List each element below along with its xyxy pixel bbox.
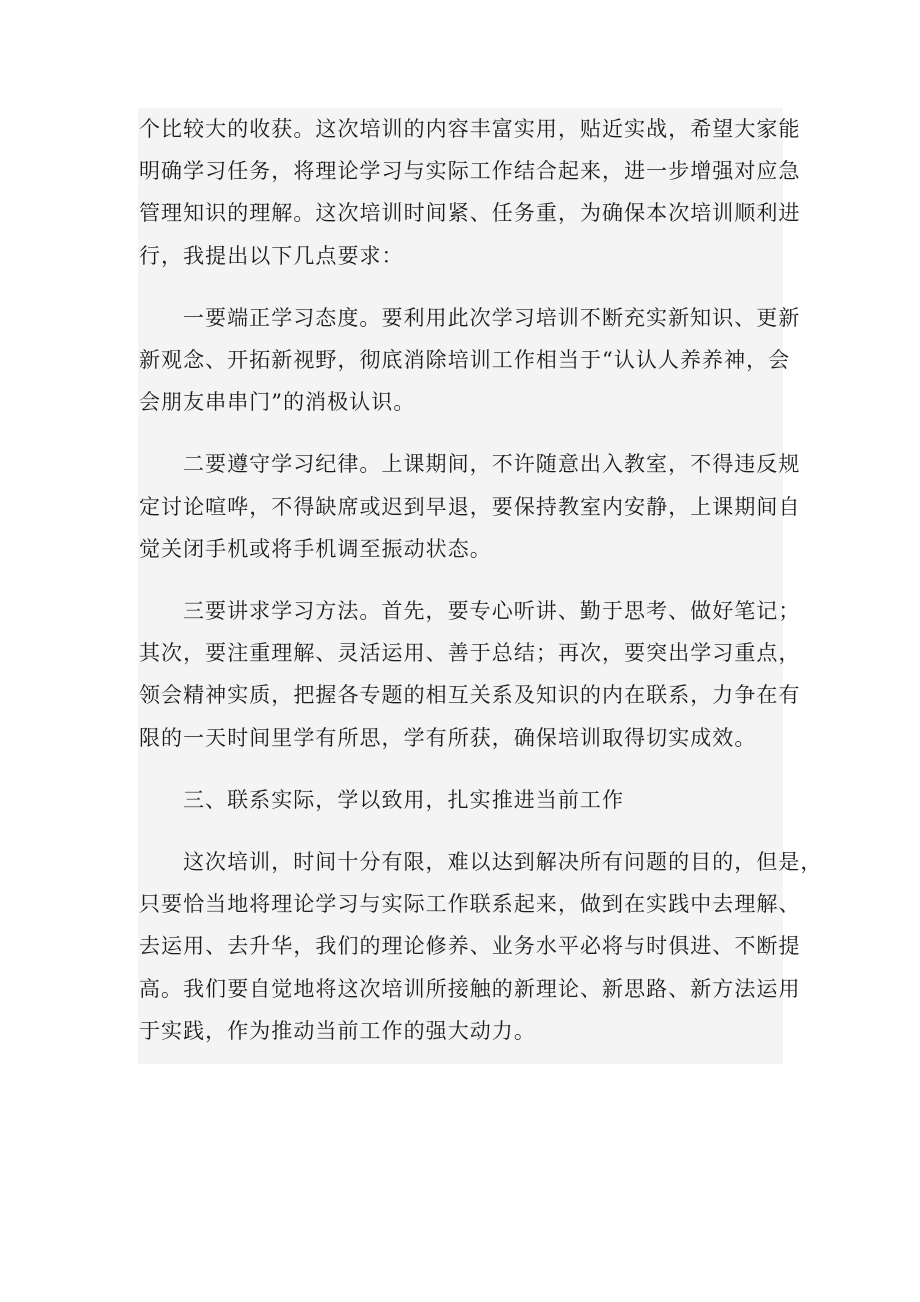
text-line: 三要讲求学习方法。首先，要专心听讲、勤于思考、做好笔记；	[183, 599, 801, 624]
text-line: 行，我提出以下几点要求：	[139, 243, 404, 268]
text-line: 管理知识的理解。这次培训时间紧、任务重，为确保本次培训顺利进	[139, 201, 801, 226]
text-line: 觉关闭手机或将手机调至振动状态。	[139, 536, 492, 561]
paragraph-method	[138, 590, 801, 759]
text-line: 高。我们要自觉地将这次培训所接触的新理论、新思路、新方法运用	[139, 976, 801, 1001]
paragraph-harvest	[138, 108, 801, 277]
paragraph-practice	[138, 841, 823, 1052]
text-line: 只要恰当地将理论学习与实际工作联系起来，做到在实践中去理解、	[139, 892, 801, 917]
text-line: 其次，要注重理解、灵活运用、善于总结；再次，要突出学习重点，	[139, 641, 801, 666]
text-line: 明确学习任务，将理论学习与实际工作结合起来，进一步增强对应急	[139, 159, 801, 184]
text-line: 个比较大的收获。这次培训的内容丰富实用，贴近实战，希望大家能	[139, 117, 801, 141]
text-line: 一要端正学习态度。要利用此次学习培训不断充实新知识、更新	[183, 305, 801, 330]
section-heading-3	[138, 779, 783, 821]
paragraph-attitude	[138, 297, 801, 424]
text-line: 去运用、去升华，我们的理论修养、业务水平必将与时俱进、不断提	[139, 934, 801, 959]
text-line: 新观念、开拓新视野，彻底消除培训工作相当于“认认人养养神，会	[139, 348, 791, 373]
document-body	[138, 108, 823, 1064]
text-line: 限的一天时间里学有所思，学有所获，确保培训取得切实成效。	[139, 725, 757, 750]
text-line: 二要遵守学习纪律。上课期间，不许随意出入教室，不得违反规	[183, 452, 801, 477]
text-line: 这次培训，时间十分有限，难以达到解决所有问题的目的，但是，	[183, 850, 823, 875]
paragraph-discipline	[138, 443, 801, 570]
text-line: 于实践，作为推动当前工作的强大动力。	[139, 1018, 536, 1043]
text-line: 领会精神实质，把握各专题的相互关系及知识的内在联系，力争在有	[139, 683, 801, 708]
text-line: 定讨论喧哗，不得缺席或迟到早退，要保持教室内安静，上课期间自	[139, 494, 801, 519]
text-line: 会朋友串串门”的消极认识。	[139, 390, 416, 415]
heading-line: 三、联系实际，学以致用，扎实推进当前工作	[183, 787, 624, 812]
